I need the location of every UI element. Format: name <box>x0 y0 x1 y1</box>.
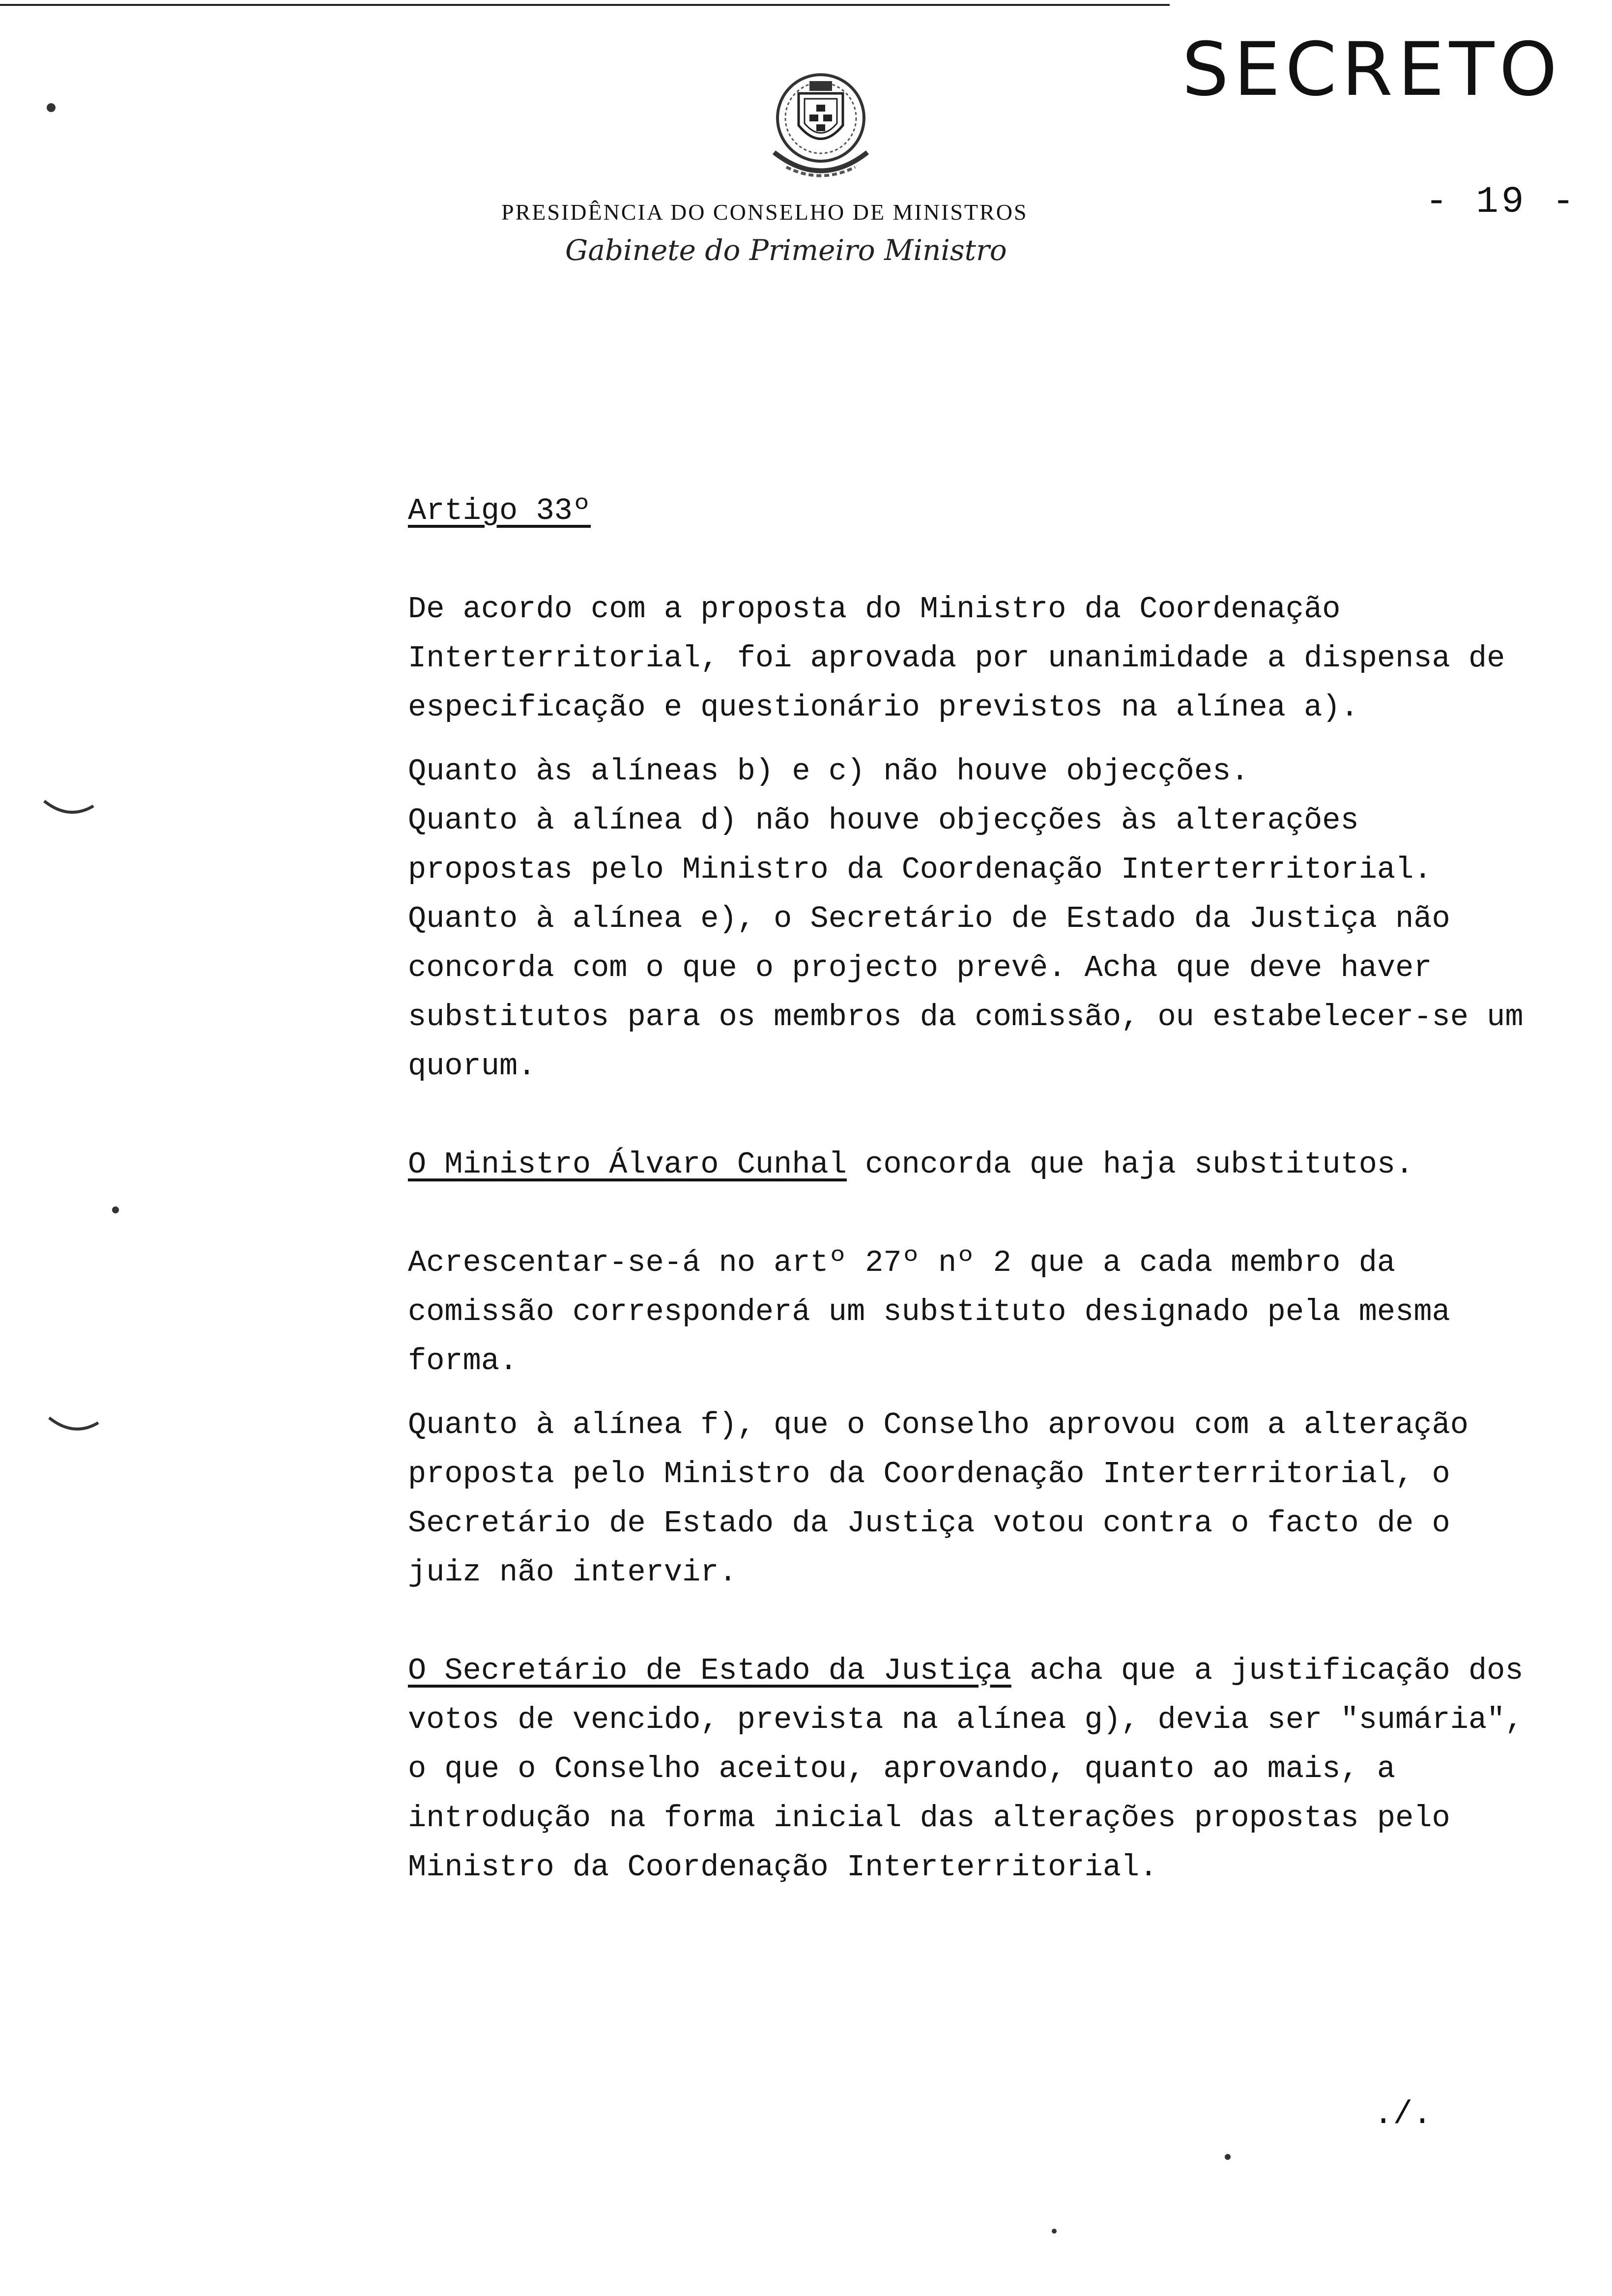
top-rule <box>0 4 1170 6</box>
minutes-body <box>408 487 1538 1892</box>
classification-stamp: SECRETO <box>1182 27 1562 113</box>
binder-mark <box>42 799 96 821</box>
speaker-justica: O Secretário de Estado da Justiça <box>408 1653 1011 1688</box>
speaker-cunhal: O Ministro Álvaro Cunhal <box>408 1147 847 1182</box>
statement-justica: acha que a justificação dos votos de vencido, prevista na alínea g), devia ser "sumária", o que o Conselho aceitou, aprovando, quanto ao mais, a introdução na forma inicial das alterações propostas pelo Ministro da Coordenação Interterritorial. <box>408 1653 1524 1885</box>
statement-cunhal: concorda que haja substitutos. <box>846 1147 1414 1182</box>
speck-mark <box>47 103 56 112</box>
speck-mark <box>112 1206 119 1213</box>
paragraph-cunhal <box>408 1140 1538 1189</box>
binder-mark <box>47 1415 101 1437</box>
paragraph-justica <box>408 1646 1538 1892</box>
office-line: Gabinete do Primeiro Ministro <box>565 233 1007 267</box>
continuation-mark: ./. <box>1374 2096 1432 2133</box>
paragraph-addition: Acrescentar-se-á no artº 27º nº 2 que a cada membro da comissão corresponderá um substituto designado pela mesma forma. <box>408 1245 1450 1378</box>
paragraph-alinea-e: Quanto à alínea e), o Secretário de Estado da Justiça não concorda com o que o projecto prevê. Acha que deve haver substitutos para os membros da comissão, ou estabelecer-se um quorum. <box>408 901 1524 1084</box>
speck-mark <box>1052 2229 1057 2234</box>
paragraph-alinea-f: Quanto à alínea f), que o Conselho aprovou com a alteração proposta pelo Ministro da Coordenação Interterritorial, o Secretário de Estado da Justiça votou contra o facto de o juiz não intervir. <box>408 1407 1468 1590</box>
paragraph-alineas-b-c: Quanto às alíneas b) e c) não houve objecções. <box>408 754 1249 789</box>
page-number: - 19 - <box>1425 181 1578 223</box>
paragraph-alinea-d: Quanto à alínea d) não houve objecções às alterações propostas pelo Ministro da Coordenação Interterritorial. <box>408 803 1432 887</box>
speck-mark <box>1225 2154 1231 2160</box>
paragraph-alinea-a: De acordo com a proposta do Ministro da Coordenação Interterritorial, foi aprovada por unanimidade a dispensa de especificação e questionário previstos na alínea a). <box>408 592 1505 725</box>
institution-letterhead: PRESIDÊNCIA DO CONSELHO DE MINISTROS <box>501 200 1028 225</box>
coat-of-arms-icon <box>764 66 877 189</box>
article-heading: Artigo 33º <box>408 493 591 528</box>
